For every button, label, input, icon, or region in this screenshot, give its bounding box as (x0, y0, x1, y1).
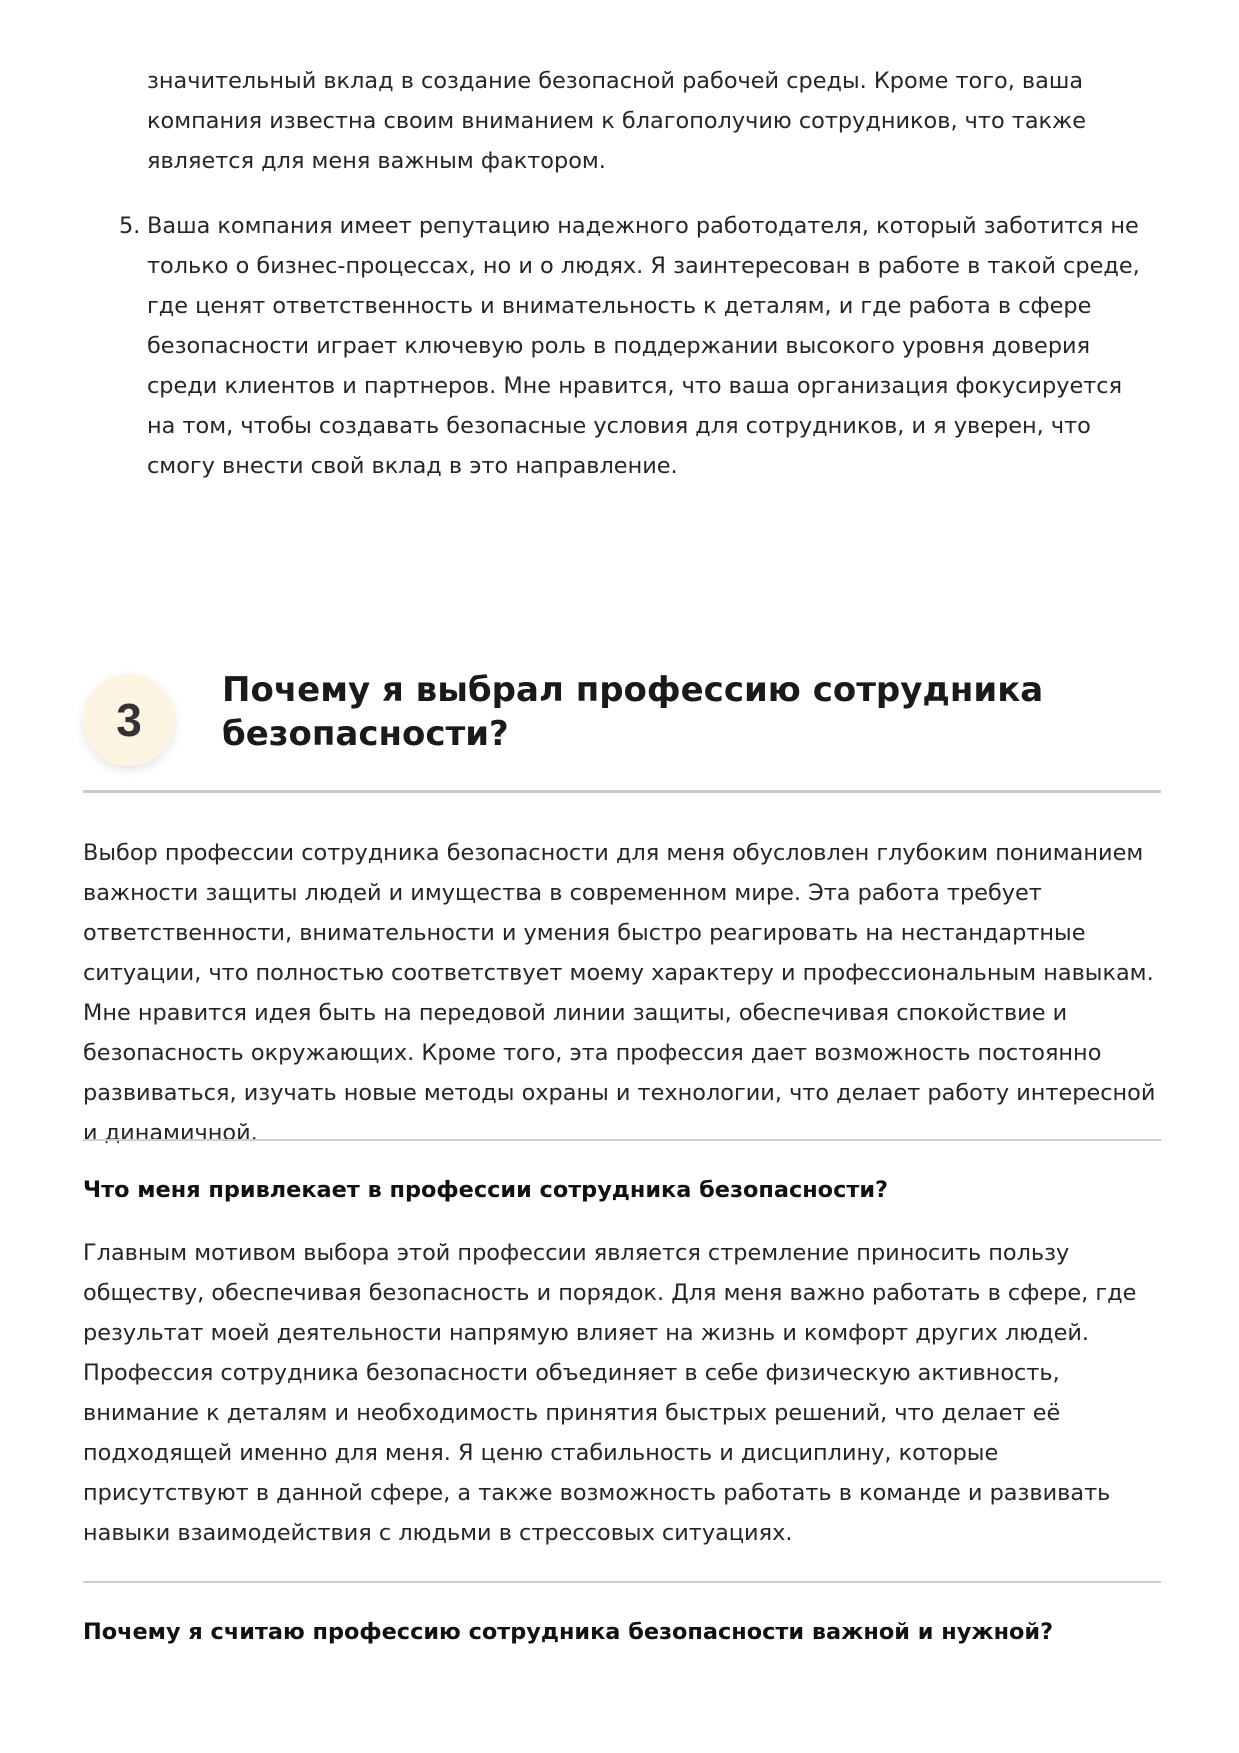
section-title: Почему я выбрал профессию сотрудника безопасности? (222, 670, 1044, 754)
section-divider (83, 1581, 1161, 1583)
subsection-paragraph-attraction: Главным мотивом выбора этой профессии является стремление приносить пользу обществу, обеспечивая безопасность и порядок. Для меня важно работать в сфере, где результат моей деятельности напрямую влияет на жизнь и комфорт других людей. Профессия сотрудника безопасности объединяет в себе физическую активность, внимание к деталям и необходимость принятия быстрых решений, что делает её подходящей именно для меня. Я ценю стабильность и дисциплину, которые присутствуют в данной сфере, а также возможность работать в команде и развивать навыки взаимодействия с людьми в стрессовых ситуациях. (83, 1240, 1137, 1546)
section-number-badge: 3 (83, 674, 175, 766)
section-intro-paragraph: Выбор профессии сотрудника безопасности для меня обусловлен глубоким пониманием важности защиты людей и имущества в современном мире. Эта работа требует ответственности, внимательности и умения быстро реагировать на нестандартные ситуации, что полностью соответствует моему характеру и профессиональным навыкам. Мне нравится идея быть на передовой линии защиты, обеспечивая спокойствие и безопасность окружающих. Кроме того, эта профессия дает возможность постоянно развиваться, изучать новые методы охраны и технологии, что делает работу интересной и динамичной. (83, 840, 1156, 1146)
section-divider (83, 1139, 1161, 1141)
list-item-text: Ваша компания имеет репутацию надежного работодателя, который заботится не только о бизнес-процессах, но и о людях. Я заинтересован в работе в такой среде, где ценят ответственность и внимательность к деталям, и где работа в сфере безопасности играет ключевую роль в поддержании высокого уровня доверия среди клиентов и партнеров. Мне нравится, что ваша организация фокусируется на том, чтобы создавать безопасные условия для сотрудников, и я уверен, что смогу внести свой вклад в это направление. (147, 213, 1140, 479)
list-item (119, 206, 1157, 486)
subsection-heading-attraction: Что меня привлекает в профессии сотрудника безопасности? (83, 1177, 888, 1203)
subsection-heading-importance: Почему я считаю профессию сотрудника безопасности важной и нужной? (83, 1619, 1054, 1645)
continuation-paragraph: значительный вклад в создание безопасной рабочей среды. Кроме того, ваша компания известна своим вниманием к благополучию сотрудников, что также является для меня важным фактором. (147, 68, 1087, 174)
list-item-number: 5. (119, 213, 141, 239)
section-header (83, 658, 1161, 793)
